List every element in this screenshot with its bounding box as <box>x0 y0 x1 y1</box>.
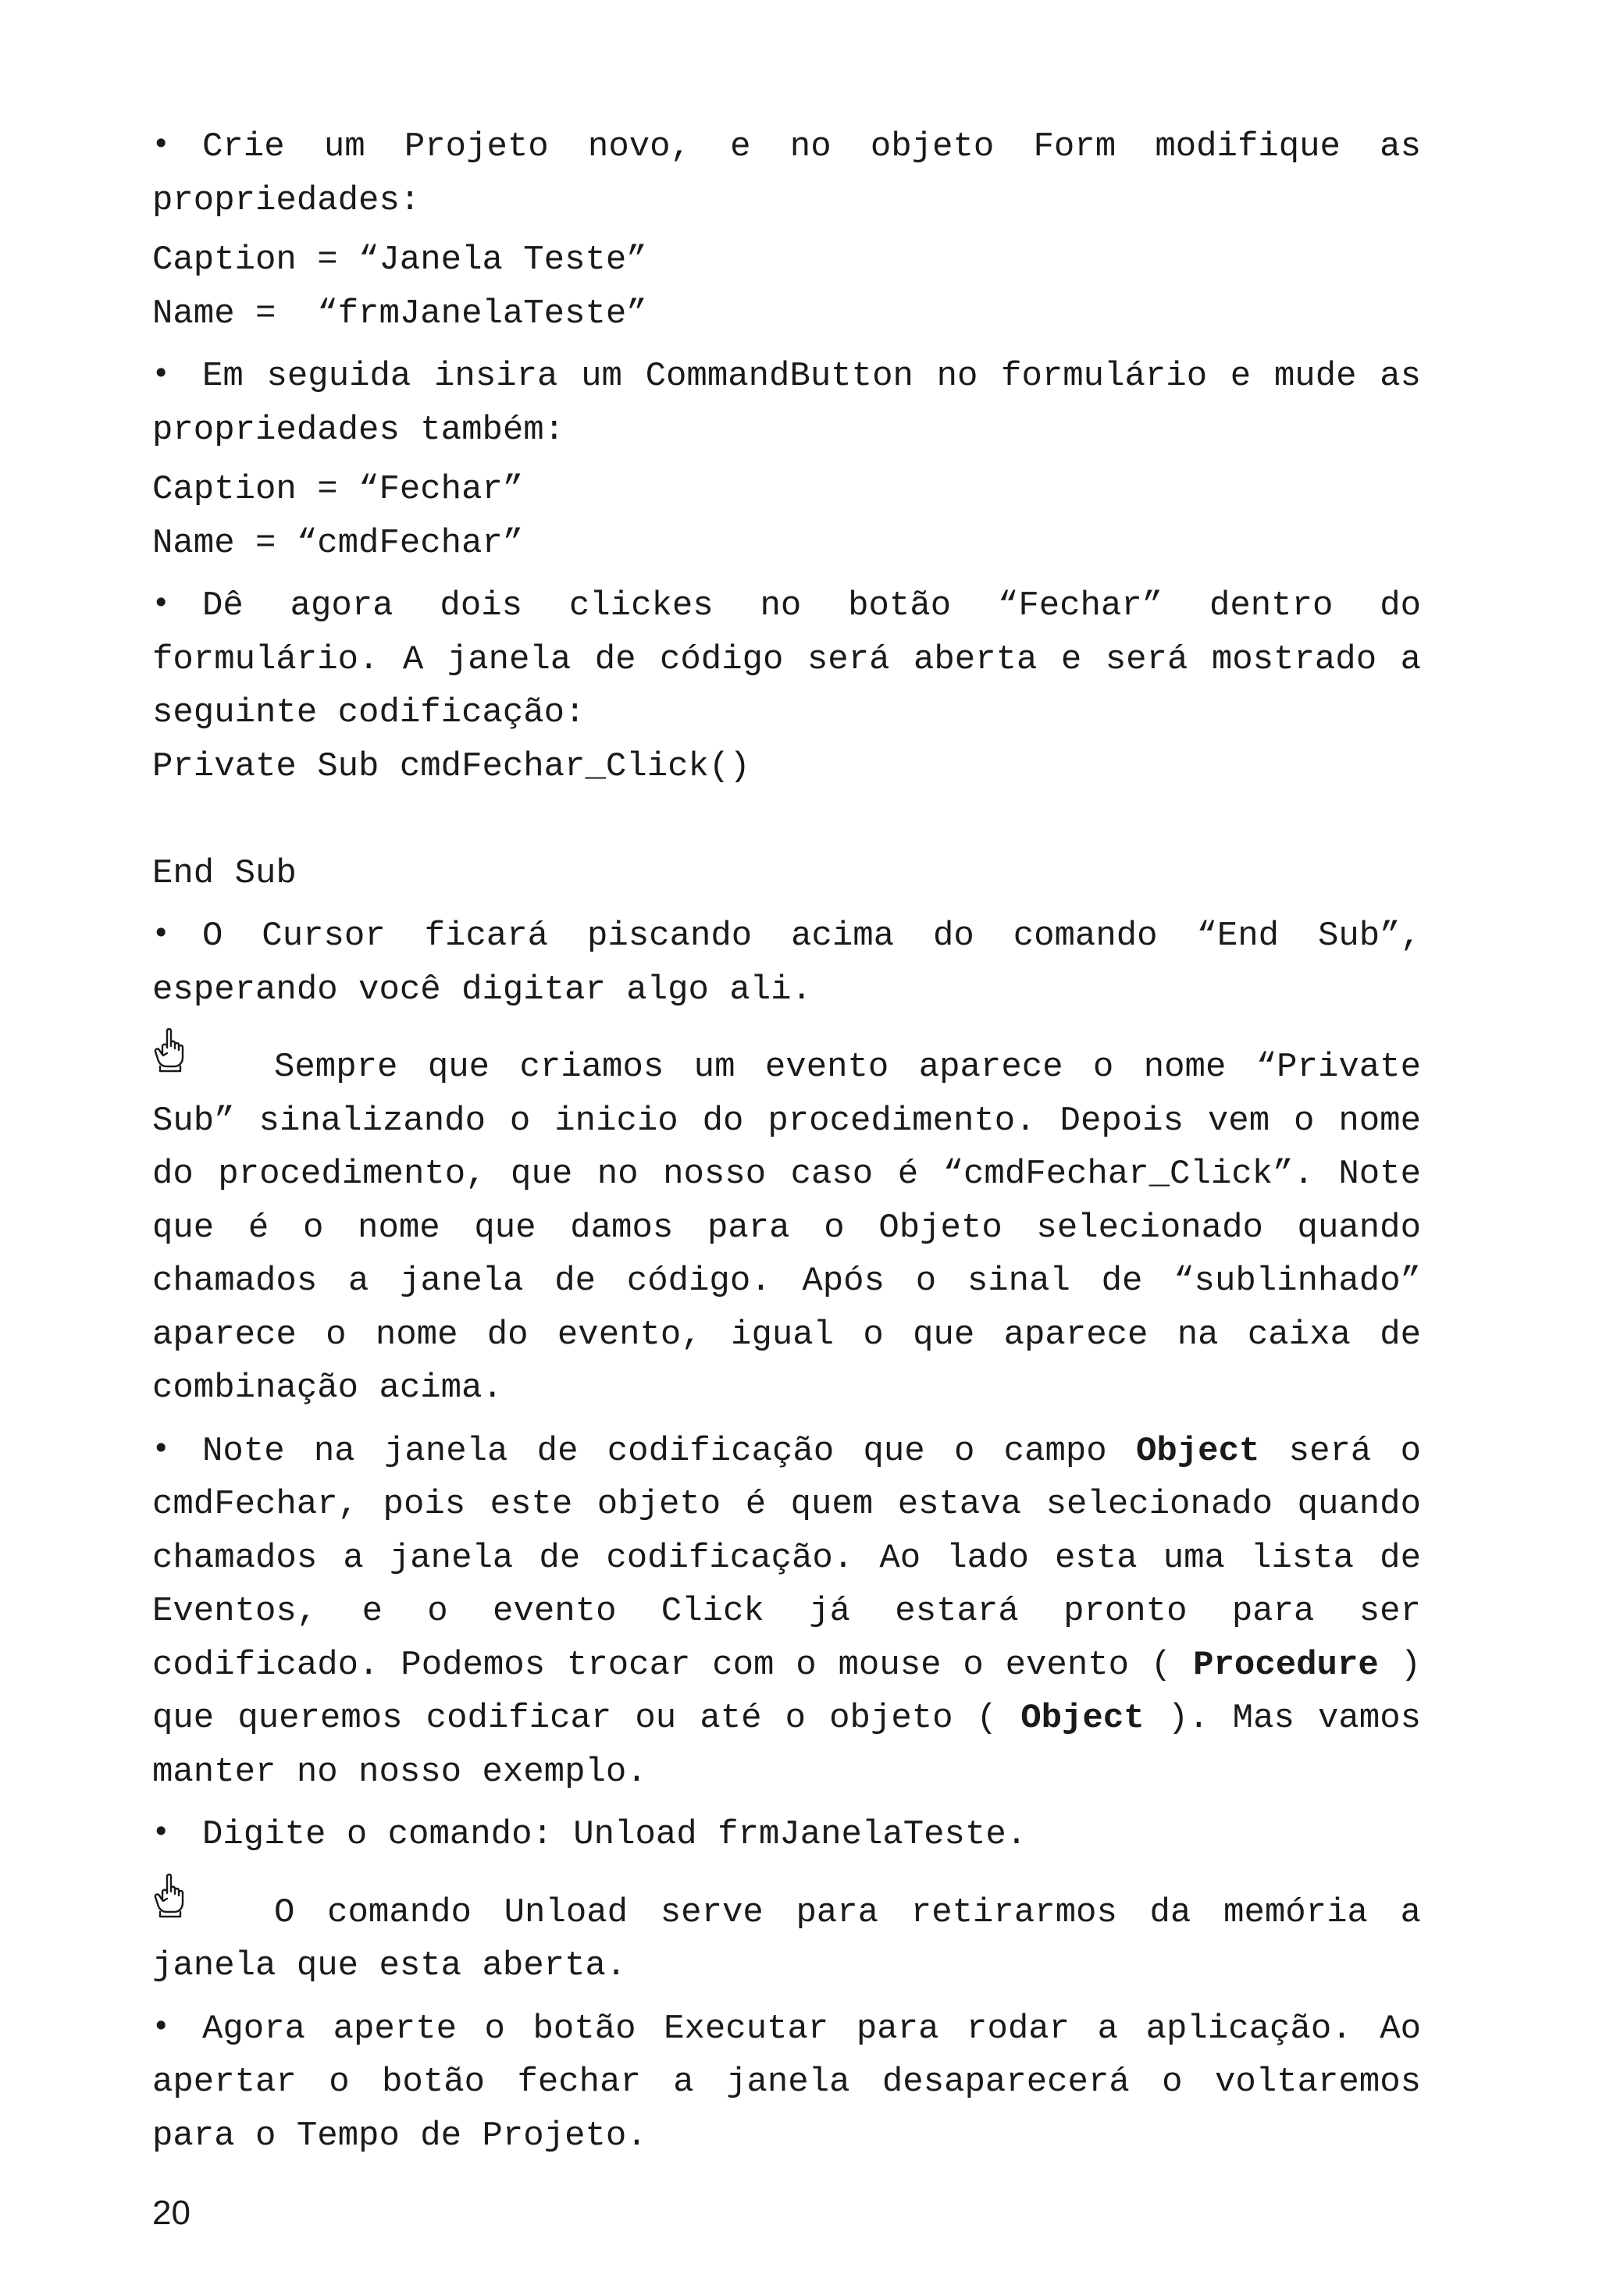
code-line: Caption = “Janela Teste” <box>152 240 647 279</box>
bullet-icon: • <box>152 916 170 950</box>
bullet-icon: • <box>152 356 170 390</box>
bullet-icon: • <box>152 586 170 620</box>
code-line: Name = “cmdFechar” <box>152 523 524 563</box>
note-text: O comando Unload serve para retirarmos da memória a janela que esta aberta. <box>152 1892 1421 1985</box>
bold-term-procedure: Procedure <box>1193 1645 1379 1685</box>
paragraph-create-project <box>152 117 1421 227</box>
document-page <box>152 117 1421 2169</box>
pointing-hand-icon <box>152 1873 187 1918</box>
blank-line <box>152 793 1421 847</box>
bullet-icon: • <box>152 1814 170 1849</box>
paragraph-text: Dê agora dois clickes no botão “Fechar” dentro do formulário. A janela de código será aberta e será mostrado a seguinte codificação: <box>152 586 1421 732</box>
paragraph-text: Em seguida insira um CommandButton no formulário e mude as propriedades também: <box>152 357 1421 450</box>
bullet-icon: • <box>152 1430 170 1465</box>
paragraph-text: Digite o comando: Unload frmJanelaTeste. <box>202 1815 1027 1854</box>
paragraph-object-field <box>152 1422 1421 1799</box>
code-line: Private Sub cmdFechar_Click() <box>152 746 750 786</box>
paragraph-text: Crie um Projeto novo, e no objeto Form modifique as propriedades: <box>152 127 1421 220</box>
note-private-sub <box>152 1027 1421 1415</box>
bold-term-object: Object <box>1135 1431 1260 1471</box>
code-line: End Sub <box>152 853 297 893</box>
note-text: Sempre que criamos um evento aparece o nome “Private Sub” sinalizando o inicio do procedimento. Depois vem o nome do procedimento, que no nosso caso é “cmdFechar_Click”. Note que é o nome que damos para o Objeto selecionado quando chamados a janela de código. Após o sinal de “sublinhado” aparece o nome do evento, igual o que aparece na caixa de combinação acima. <box>152 1048 1421 1408</box>
paragraph-double-click <box>152 576 1421 740</box>
paragraph-text: ). Mas vamos manter no nosso exemplo. <box>152 1699 1422 1792</box>
paragraph-type-command <box>152 1805 1421 1862</box>
paragraph-text: ) que queremos codificar ou até o objeto ( <box>152 1645 1422 1738</box>
paragraph-insert-button <box>152 347 1421 457</box>
paragraph-text: Agora aperte o botão Executar para rodar a aplicação. Ao apertar o botão fechar a janela desaparecerá o voltaremos para o Tempo de Projeto. <box>152 2009 1421 2155</box>
code-line: Caption = “Fechar” <box>152 470 524 509</box>
paragraph-cursor <box>152 906 1421 1016</box>
paragraph-text: será o cmdFechar, pois este objeto é quem estava selecionado quando chamados a janela de codificação. Ao lado esta uma lista de Eventos, e o evento Click já estará pronto para ser codificado. Podemos trocar com o mouse o evento ( <box>152 1431 1421 1685</box>
bullet-icon: • <box>152 2008 170 2043</box>
code-line: Name = “frmJanelaTeste” <box>152 294 647 333</box>
paragraph-text: Note na janela de codificação que o campo <box>202 1431 1136 1471</box>
paragraph-text: O Cursor ficará piscando acima do comando “End Sub”, esperando você digitar algo ali. <box>152 917 1421 1009</box>
bold-term-object: Object <box>1020 1699 1145 1738</box>
bullet-icon: • <box>152 126 170 161</box>
pointing-hand-icon <box>152 1027 187 1073</box>
page-number: 20 <box>152 2194 191 2232</box>
note-unload <box>152 1873 1421 1993</box>
paragraph-run-app <box>152 1999 1421 2163</box>
